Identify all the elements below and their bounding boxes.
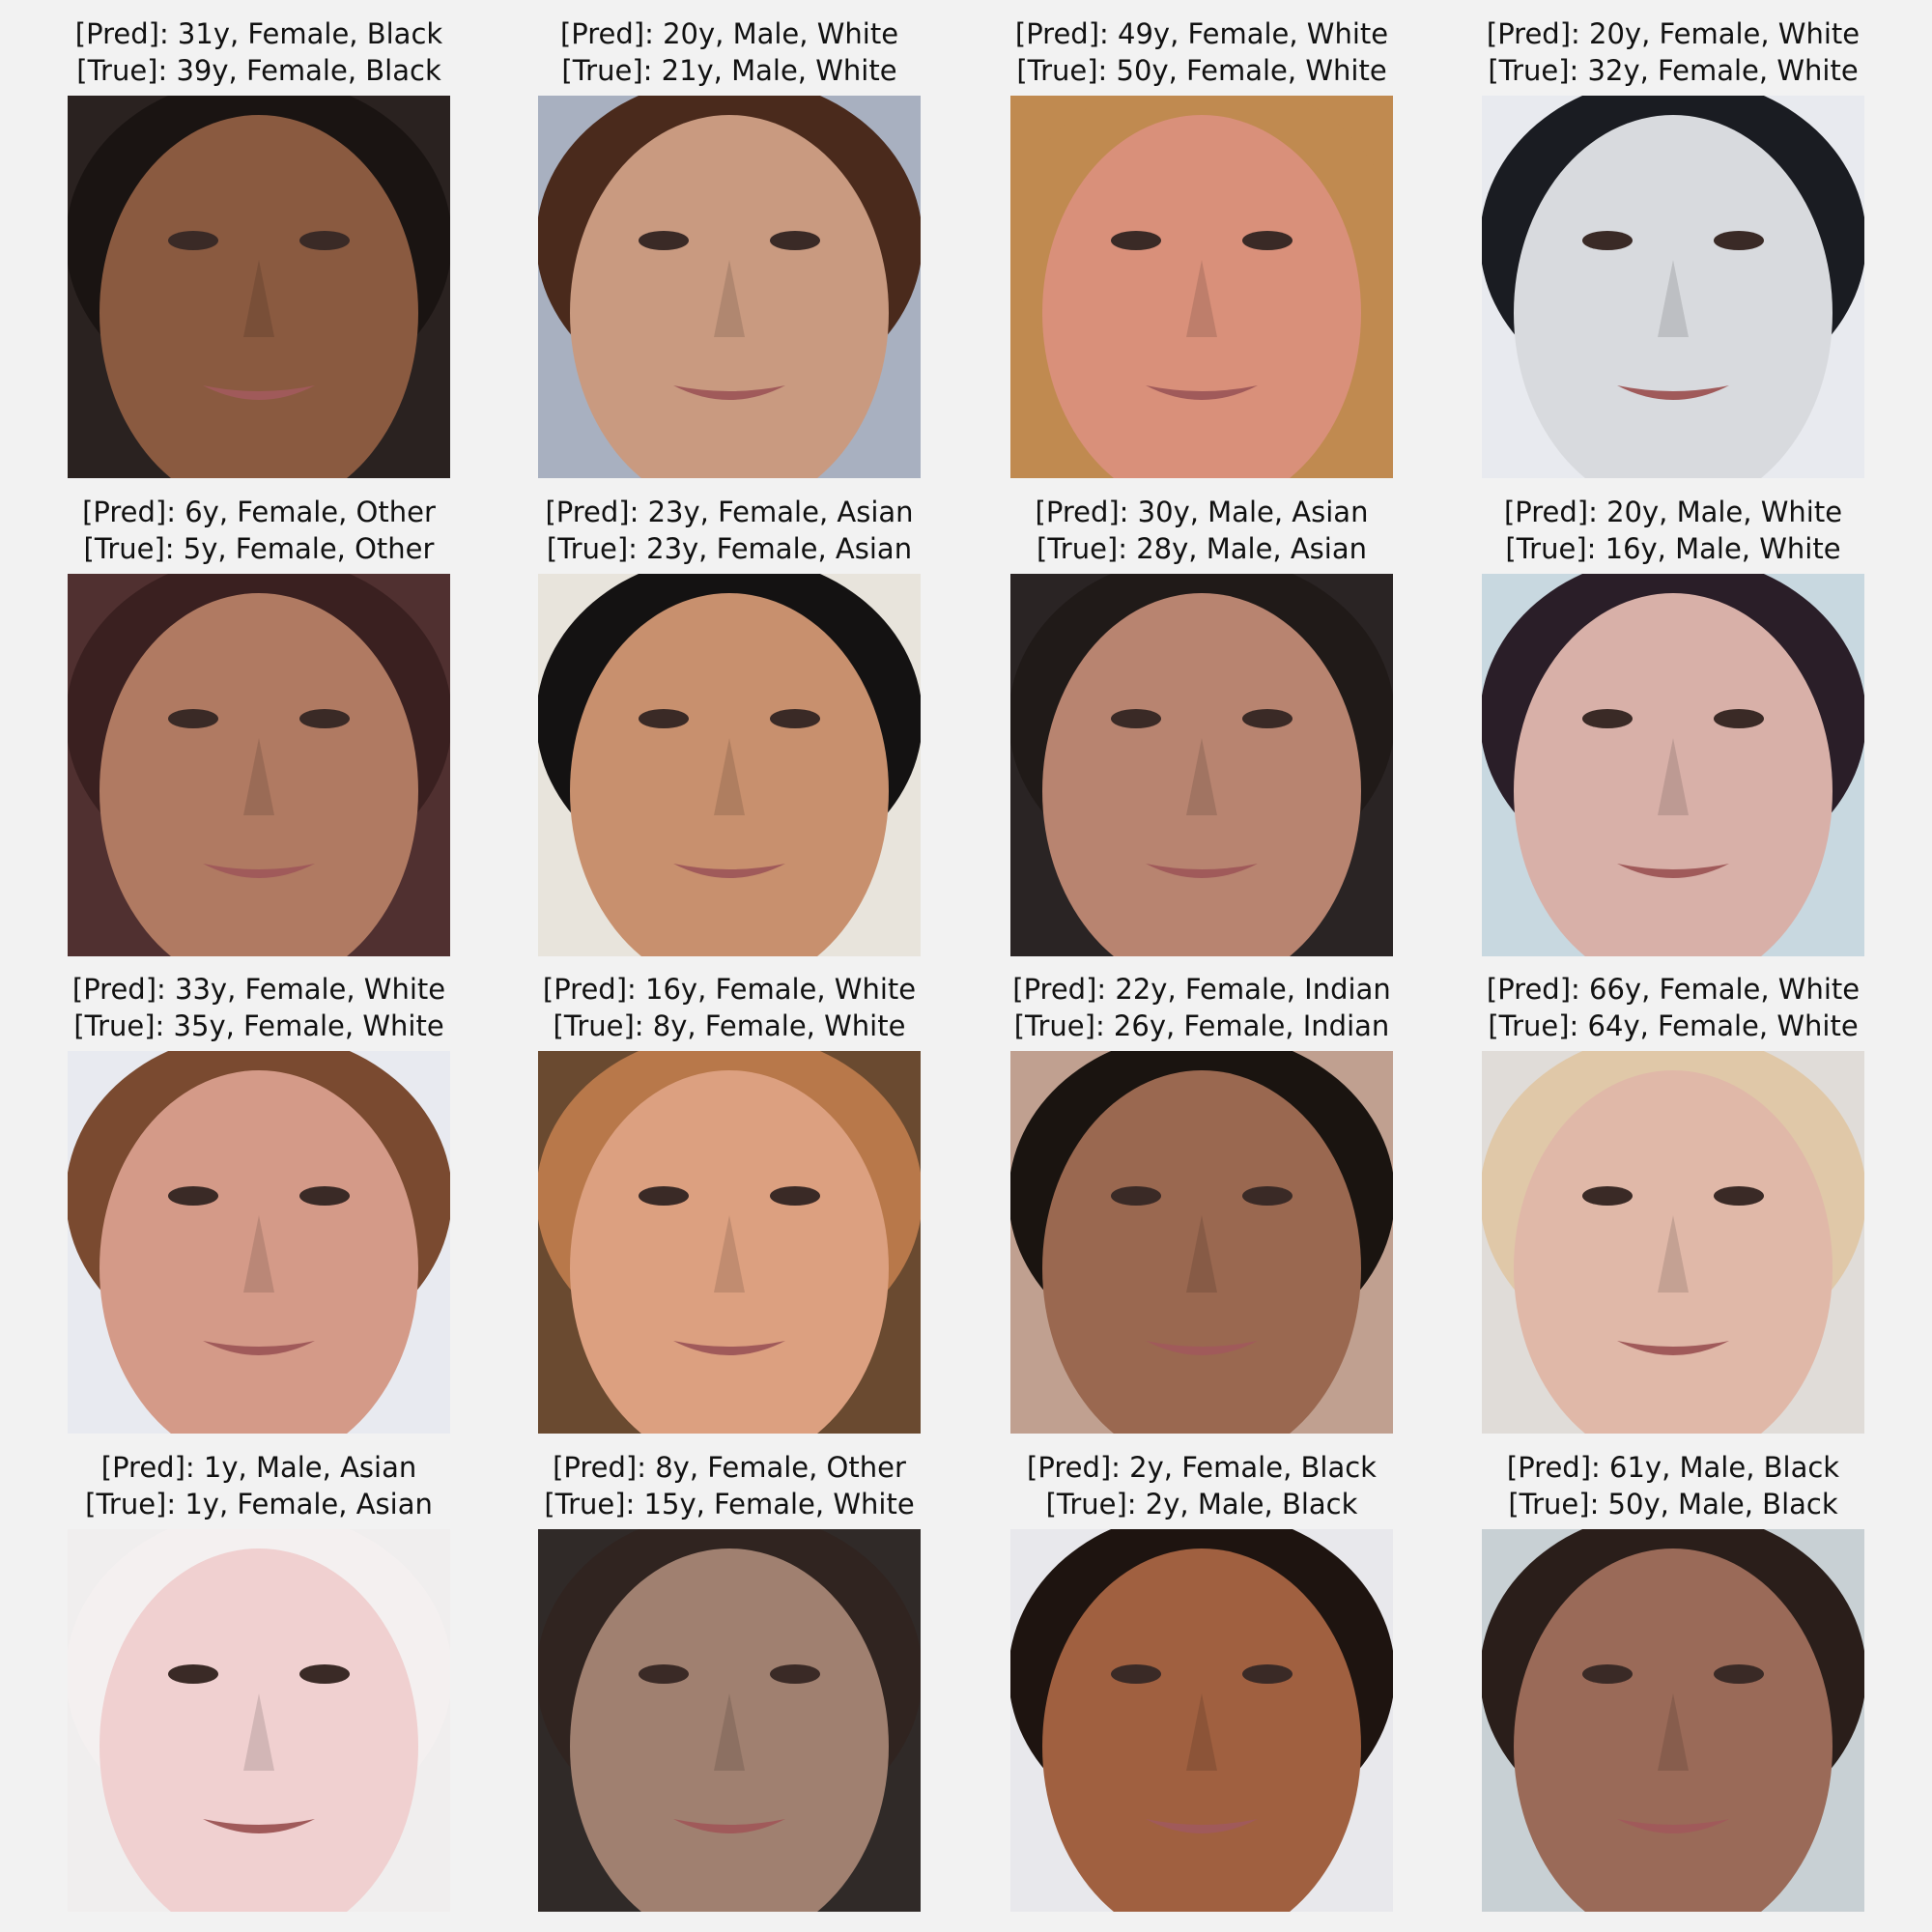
face-image — [538, 1051, 921, 1434]
face-image — [68, 1051, 450, 1434]
right-eye — [1714, 709, 1764, 728]
true-label: [True]: 26y, Female, Indian — [1013, 1009, 1390, 1042]
pred-label: [Pred]: 22y, Female, Indian — [1012, 973, 1391, 1006]
true-label: [True]: 16y, Male, White — [1505, 532, 1841, 565]
face-image — [68, 1529, 450, 1912]
true-label: [True]: 35y, Female, White — [73, 1009, 444, 1042]
true-label: [True]: 21y, Male, White — [561, 54, 897, 87]
pred-label: [Pred]: 1y, Male, Asian — [100, 1451, 417, 1484]
left-eye — [168, 709, 218, 728]
true-label: [True]: 28y, Male, Asian — [1037, 532, 1367, 565]
left-eye — [168, 231, 218, 250]
right-eye — [770, 231, 820, 250]
left-eye — [1582, 709, 1633, 728]
face-image — [68, 574, 450, 956]
right-eye — [1242, 1664, 1293, 1684]
left-eye — [639, 709, 689, 728]
face-image — [538, 1529, 921, 1912]
left-eye — [639, 231, 689, 250]
left-eye — [168, 1664, 218, 1684]
left-eye — [1582, 231, 1633, 250]
pred-label: [Pred]: 23y, Female, Asian — [545, 496, 914, 528]
right-eye — [1242, 1186, 1293, 1206]
true-label: [True]: 1y, Female, Asian — [85, 1488, 433, 1520]
true-label: [True]: 50y, Male, Black — [1508, 1488, 1838, 1520]
pred-label: [Pred]: 20y, Male, White — [1503, 496, 1843, 528]
left-eye — [168, 1186, 218, 1206]
right-eye — [299, 1664, 350, 1684]
left-eye — [1582, 1664, 1633, 1684]
face-image — [1482, 96, 1864, 478]
true-label: [True]: 15y, Female, White — [544, 1488, 915, 1520]
true-label: [True]: 39y, Female, Black — [76, 54, 441, 87]
face-image — [1010, 1051, 1393, 1434]
true-label: [True]: 32y, Female, White — [1488, 54, 1859, 87]
left-eye — [1111, 231, 1161, 250]
right-eye — [299, 709, 350, 728]
pred-label: [Pred]: 6y, Female, Other — [82, 496, 436, 528]
right-eye — [299, 1186, 350, 1206]
pred-label: [Pred]: 33y, Female, White — [71, 973, 446, 1006]
pred-label: [Pred]: 49y, Female, White — [1014, 17, 1389, 50]
face-image — [1010, 1529, 1393, 1912]
true-label: [True]: 5y, Female, Other — [83, 532, 435, 565]
pred-label: [Pred]: 2y, Female, Black — [1027, 1451, 1377, 1484]
face-image — [538, 574, 921, 956]
pred-label: [Pred]: 66y, Female, White — [1486, 973, 1861, 1006]
pred-label: [Pred]: 20y, Female, White — [1486, 17, 1861, 50]
right-eye — [299, 231, 350, 250]
right-eye — [1714, 231, 1764, 250]
pred-label: [Pred]: 20y, Male, White — [559, 17, 899, 50]
right-eye — [770, 709, 820, 728]
left-eye — [1111, 709, 1161, 728]
true-label: [True]: 2y, Male, Black — [1045, 1488, 1358, 1520]
face-image — [1010, 96, 1393, 478]
face-image — [68, 96, 450, 478]
right-eye — [1714, 1186, 1764, 1206]
pred-label: [Pred]: 61y, Male, Black — [1506, 1451, 1840, 1484]
right-eye — [1242, 231, 1293, 250]
left-eye — [639, 1664, 689, 1684]
left-eye — [1111, 1186, 1161, 1206]
left-eye — [1111, 1664, 1161, 1684]
pred-label: [Pred]: 30y, Male, Asian — [1035, 496, 1369, 528]
right-eye — [1714, 1664, 1764, 1684]
left-eye — [639, 1186, 689, 1206]
face-image — [538, 96, 921, 478]
true-label: [True]: 23y, Female, Asian — [546, 532, 913, 565]
pred-label: [Pred]: 8y, Female, Other — [553, 1451, 906, 1484]
true-label: [True]: 8y, Female, White — [553, 1009, 906, 1042]
true-label: [True]: 64y, Female, White — [1488, 1009, 1859, 1042]
pred-label: [Pred]: 16y, Female, White — [542, 973, 917, 1006]
right-eye — [1242, 709, 1293, 728]
face-image — [1482, 574, 1864, 956]
face-image — [1482, 1529, 1864, 1912]
true-label: [True]: 50y, Female, White — [1016, 54, 1387, 87]
right-eye — [770, 1664, 820, 1684]
right-eye — [770, 1186, 820, 1206]
face-image — [1482, 1051, 1864, 1434]
left-eye — [1582, 1186, 1633, 1206]
pred-label: [Pred]: 31y, Female, Black — [74, 17, 443, 50]
face-image — [1010, 574, 1393, 956]
